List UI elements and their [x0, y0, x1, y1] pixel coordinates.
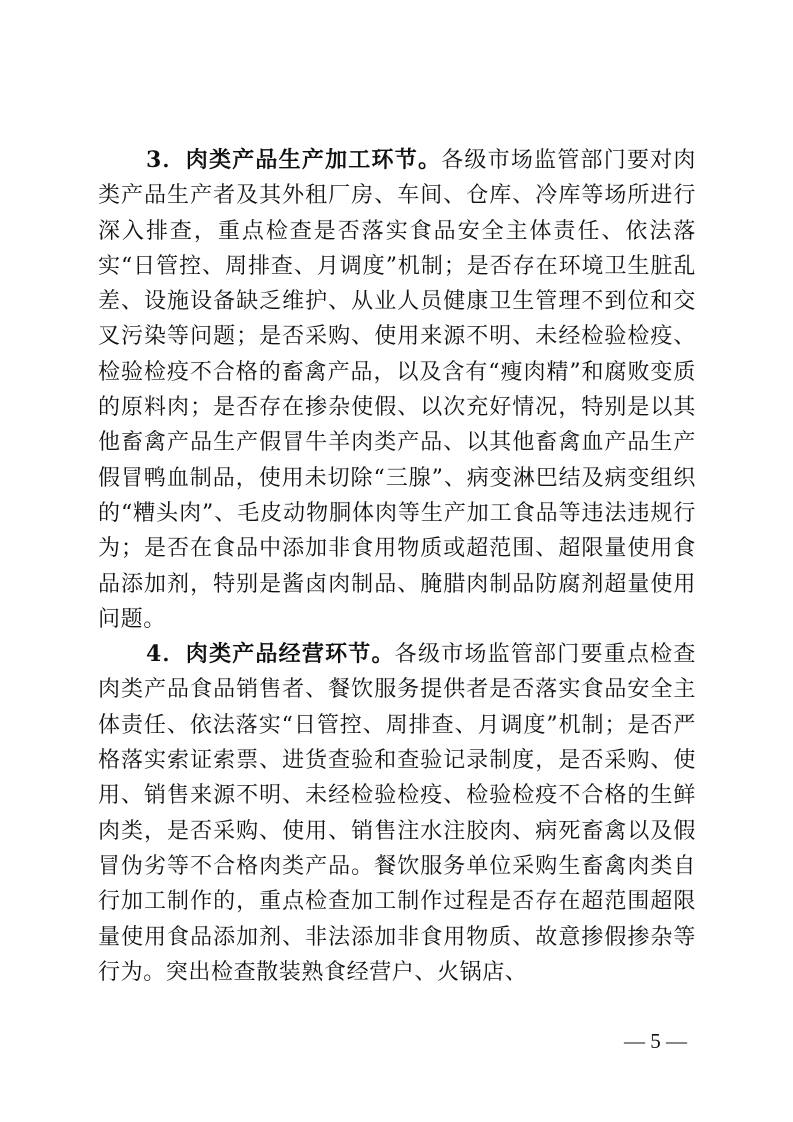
- page-number: — 5 —: [624, 1029, 687, 1053]
- paragraph-heading: 4．肉类产品经营环节。: [146, 641, 395, 668]
- paragraph-meat-processing: [98, 143, 696, 637]
- paragraph-text: 各级市场监管部门要对肉类产品生产者及其外租厂房、车间、仓库、冷库等场所进行深入排查，重点检查是否落实食品安全主体责任、依法落实“日管控、周排查、月调度”机制；是否存在环境卫生脏乱差、设施设备缺乏维护、从业人员健康卫生管理不到位和交叉污染等问题；是否采购、使用来源不明、未经检验检疫、检验检疫不合格的畜禽产品，以及含有“瘦肉精”和腐败变质的原料肉；是否存在掺杂使假、以次充好情况，特别是以其他畜禽产品生产假冒牛羊肉类产品、以其他畜禽血产品生产假冒鸭血制品，使用未切除“三腺”、病变淋巴结及病变组织的“糟头肉”、毛皮动物胴体肉等生产加工食品等违法违规行为；是否在食品中添加非食用物质或超范围、超限量使用食品添加剂，特别是酱卤肉制品、腌腊肉制品防腐剂超量使用问题。: [98, 148, 696, 632]
- paragraph-heading: 3．肉类产品生产加工环节。: [146, 147, 442, 173]
- paragraph-meat-trading: [98, 637, 696, 990]
- body-text: [98, 143, 696, 990]
- paragraph-text: 各级市场监管部门要重点检查肉类产品食品销售者、餐饮服务提供者是否落实食品安全主体责任、依法落实“日管控、周排查、月调度”机制；是否严格落实索证索票、进货查验和查验记录制度，是否采购、使用、销售来源不明、未经检验检疫、检验检疫不合格的生鲜肉类，是否采购、使用、销售注水注胶肉、病死畜禽以及假冒伪劣等不合格肉类产品。餐饮服务单位采购生畜禽肉类自行加工制作的，重点检查加工制作过程是否存在超范围超限量使用食品添加剂、非法添加非食用物质、故意掺假掺杂等行为。突出检查散装熟食经营户、火锅店、: [98, 642, 696, 985]
